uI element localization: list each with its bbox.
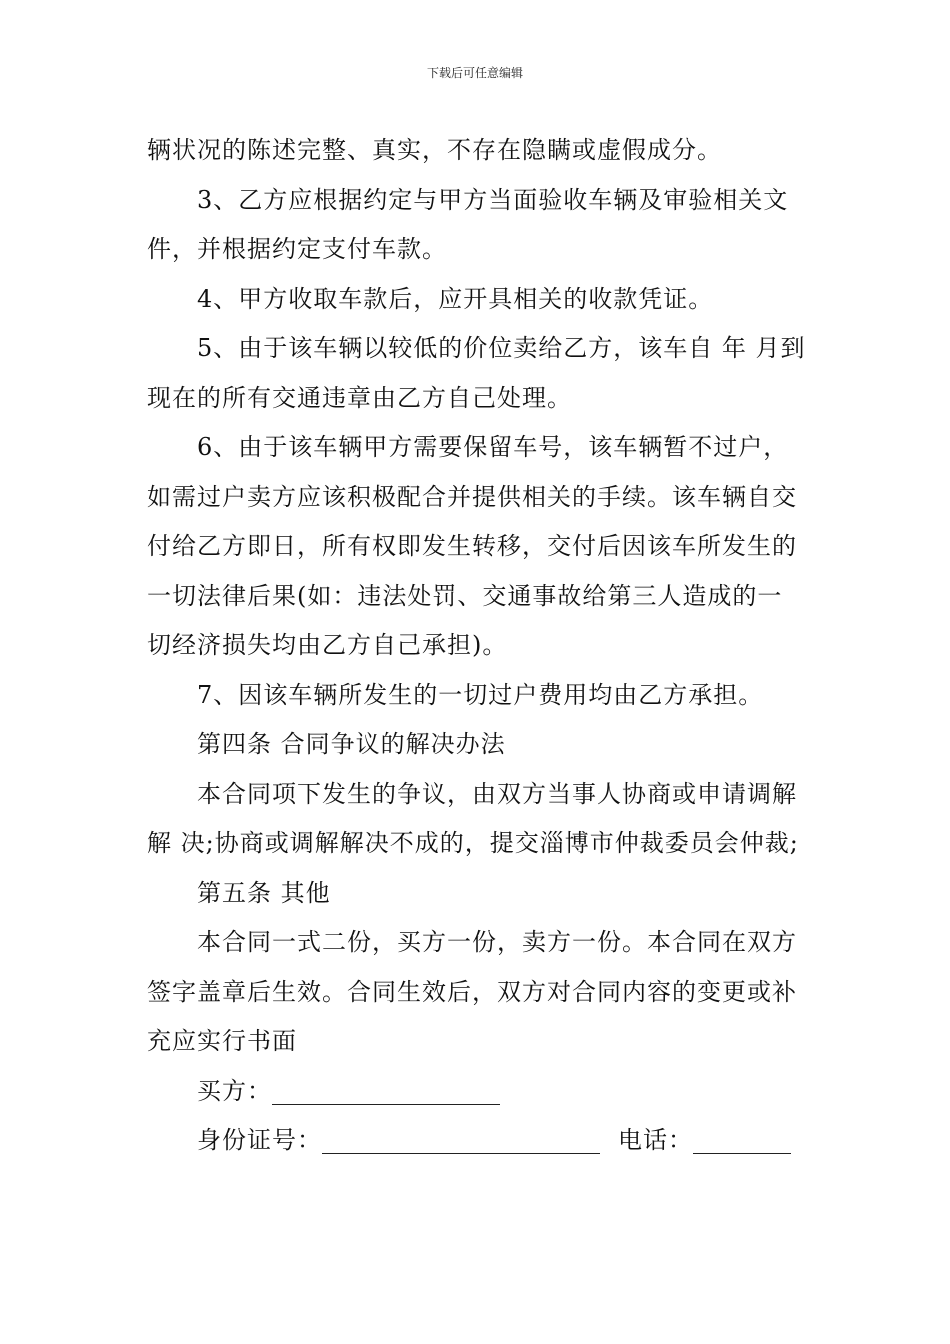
paragraph-vehicle-condition: 辆状况的陈述完整、真实，不存在隐瞒或虚假成分。 [147,136,722,164]
phone-blank-line [693,1123,791,1154]
id-number-blank-line [322,1123,600,1154]
clause-6: 6、由于该车辆甲方需要保留车号，该车辆暂不过户，如需过户卖方应该积极配合并提供相关的手续。该车辆自交付给乙方即日，所有权即发生转移，交付后因该车所发生的一切法律后果(如：违法处罚、交通事故给第三人造成的一切经济损失均由乙方自己承担)。 [147,433,797,659]
clause-4: 4、甲方收取车款后，应开具相关的收款凭证。 [197,284,714,313]
article-4-body: 本合同项下发生的争议，由双方当事人协商或申请调解解 决;协商或调解解决不成的，提交淄博市仲裁委员会仲裁; [147,779,799,857]
buyer-label: 买方： [197,1076,272,1105]
buyer-blank-line [272,1074,500,1105]
phone-label: 电话： [618,1126,693,1154]
clause-5: 5、由于该车辆以较低的价位卖给乙方，该车自 年 月到现在的所有交通违章由乙方自己处理。 [147,334,806,412]
article-4-heading: 第四条 合同争议的解决办法 [197,730,506,758]
article-5-heading: 第五条 其他 [197,878,331,907]
id-phone-row [147,1116,807,1166]
clause-7: 7、因该车辆所发生的一切过户费用均由乙方承担。 [197,680,764,709]
document-body [147,126,807,1166]
clause-3: 3、乙方应根据约定与甲方当面验收车辆及审验相关文件，并根据约定支付车款。 [147,185,789,263]
article-5-body: 本合同一式二份，买方一份，卖方一份。本合同在双方签字盖章后生效。合同生效后，双方对合同内容的变更或补充应实行书面 [147,928,797,1055]
buyer-signature-row [147,1067,807,1117]
id-number-label: 身份证号： [197,1126,322,1154]
page-header: 下载后可任意编辑 [426,66,523,80]
